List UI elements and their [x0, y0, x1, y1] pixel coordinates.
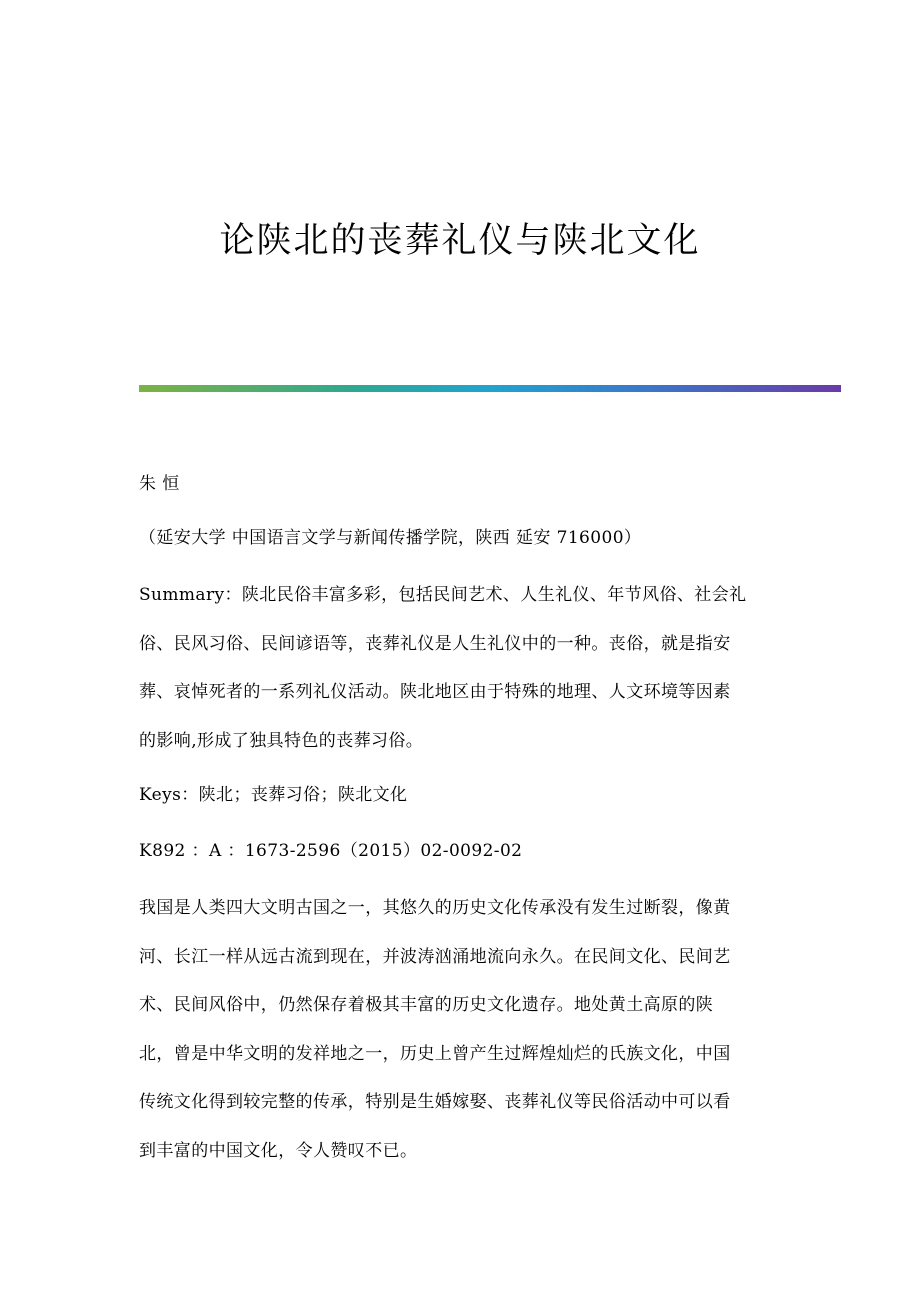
summary-line-3: 葬、哀悼死者的一系列礼仪活动。陕北地区由于特殊的地理、人文环境等因素 [139, 682, 731, 702]
summary-line-4: 的影响,形成了独具特色的丧葬习俗。 [139, 730, 424, 751]
body-paragraph [139, 884, 779, 1175]
summary-line-2: 俗、民风习俗、民间谚语等，丧葬礼仪是人生礼仪中的一种。丧俗，就是指安 [139, 633, 731, 654]
body-line-3: 术、民间风俗中，仍然保存着极其丰富的历史文化遗存。地处黄土高原的陕 [139, 995, 714, 1015]
keywords [139, 771, 779, 820]
summary-line-1: Summary：陕北民俗丰富多彩，包括民间艺术、人生礼仪、年节风俗、社会礼 [139, 585, 747, 605]
title-divider [139, 385, 841, 392]
body-line-2: 河、长江一样从远古流到现在，并波涛汹涌地流向永久。在民间文化、民间艺 [139, 946, 731, 967]
body-line-4: 北，曾是中华文明的发祥地之一，历史上曾产生过辉煌灿烂的氏族文化，中国 [139, 1043, 731, 1064]
keys-label: Keys： [139, 785, 199, 805]
keys-text: 陕北；丧葬习俗；陕北文化 [198, 785, 408, 805]
body-line-6: 到丰富的中国文化，令人赞叹不已。 [139, 1140, 418, 1161]
summary-label: Summary： [139, 585, 242, 605]
classification-code: K892 ：A ：1673-2596（2015）02-0092-02 [139, 841, 523, 861]
author-name: 朱 恒 [139, 474, 180, 494]
body-line-5: 传统文化得到较完整的传承，特别是生婚嫁娶、丧葬礼仪等民俗活动中可以看 [139, 1092, 731, 1112]
page-title: 论陕北的丧葬礼仪与陕北文化 [219, 221, 701, 261]
author-affiliation: （延安大学 中国语言文学与新闻传播学院，陕西 延安 716000） [139, 528, 642, 548]
summary-section [139, 571, 779, 765]
body-line-1: 我国是人类四大文明古国之一，其悠久的历史文化传承没有发生过断裂，像黄 [139, 898, 731, 918]
